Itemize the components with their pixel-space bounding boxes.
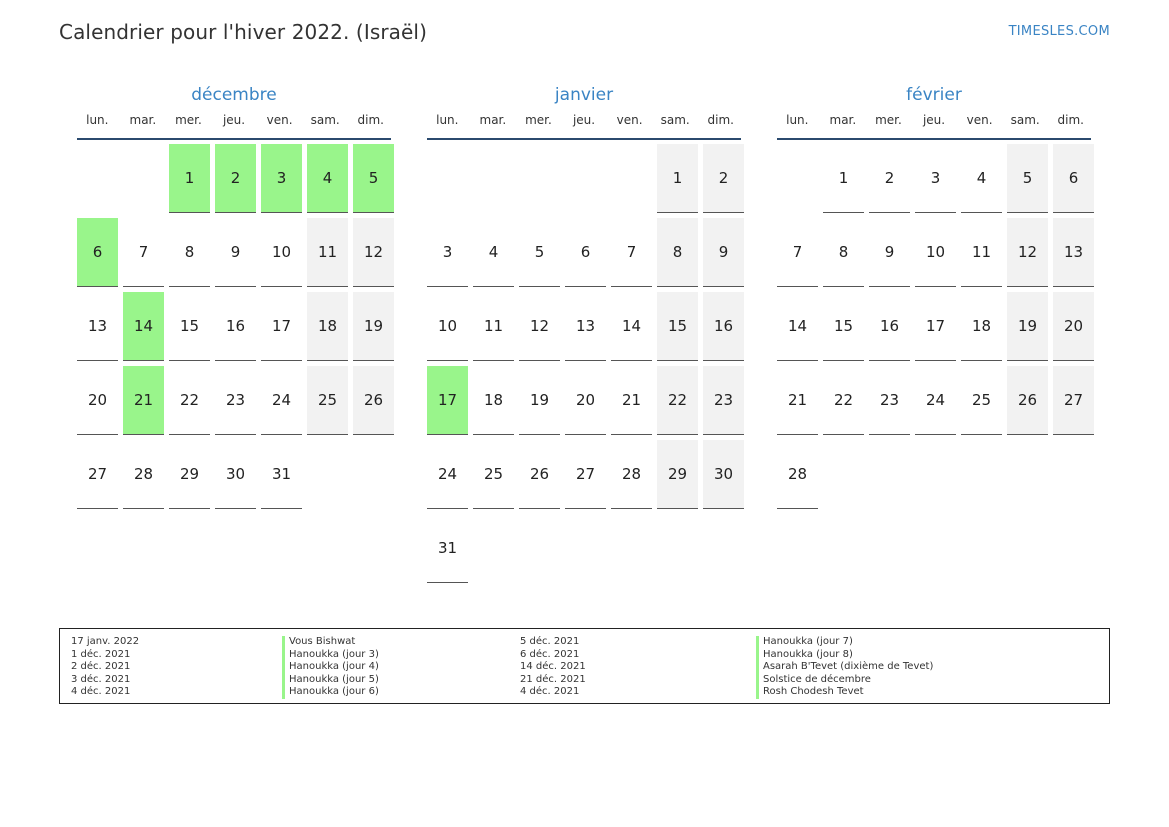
day-cell: 22 xyxy=(823,366,864,435)
legend-date: 21 déc. 2021 xyxy=(520,673,586,685)
empty-day-slot xyxy=(519,144,560,213)
legend-holiday-name: Hanoukka (jour 7) xyxy=(756,636,933,649)
legend-holiday-name: Asarah B'Tevet (dixième de Tevet) xyxy=(756,661,933,674)
day-cell-holiday: 5 xyxy=(353,144,394,213)
holiday-legend xyxy=(59,628,1110,704)
day-cell: 19 xyxy=(1007,292,1048,361)
month-january xyxy=(427,82,741,583)
weekday-label: jeu. xyxy=(572,113,596,127)
day-cell: 11 xyxy=(961,218,1002,287)
day-cell-holiday: 3 xyxy=(261,144,302,213)
legend-date: 2 déc. 2021 xyxy=(71,661,131,672)
day-cell-holiday: 21 xyxy=(123,366,164,435)
day-grid xyxy=(77,144,391,509)
day-cell: 7 xyxy=(611,218,652,287)
day-cell-holiday: 6 xyxy=(77,218,118,287)
empty-day-slot xyxy=(611,144,652,213)
weekday-label: mar. xyxy=(129,113,157,127)
legend-holiday-name: Rosh Chodesh Tevet xyxy=(756,686,933,699)
day-cell: 13 xyxy=(565,292,606,361)
weekday-label: mer. xyxy=(175,113,202,127)
day-cell: 15 xyxy=(169,292,210,361)
day-cell: 20 xyxy=(1053,292,1094,361)
legend-holiday-name: Hanoukka (jour 8) xyxy=(756,649,933,662)
day-cell: 29 xyxy=(657,440,698,509)
day-cell: 22 xyxy=(657,366,698,435)
day-cell: 13 xyxy=(77,292,118,361)
day-cell: 4 xyxy=(473,218,514,287)
weekday-label: ven. xyxy=(266,113,293,127)
day-cell: 15 xyxy=(657,292,698,361)
day-cell: 18 xyxy=(961,292,1002,361)
day-cell: 20 xyxy=(565,366,606,435)
day-cell: 10 xyxy=(427,292,468,361)
day-cell: 6 xyxy=(1053,144,1094,213)
day-cell: 25 xyxy=(473,440,514,509)
weekday-header xyxy=(427,112,741,140)
day-cell: 2 xyxy=(869,144,910,213)
day-cell: 22 xyxy=(169,366,210,435)
day-cell: 18 xyxy=(473,366,514,435)
day-cell: 28 xyxy=(123,440,164,509)
day-cell: 24 xyxy=(915,366,956,435)
day-cell: 30 xyxy=(703,440,744,509)
weekday-label: dim. xyxy=(357,113,384,127)
legend-names-col1 xyxy=(282,636,379,699)
legend-date: 1 déc. 2021 xyxy=(71,648,131,660)
day-cell: 12 xyxy=(1007,218,1048,287)
legend-date: 4 déc. 2021 xyxy=(520,686,580,697)
day-cell-holiday: 14 xyxy=(123,292,164,361)
empty-day-slot xyxy=(77,144,118,213)
day-cell: 14 xyxy=(777,292,818,361)
day-cell: 24 xyxy=(261,366,302,435)
weekday-label: ven. xyxy=(616,113,643,127)
legend-date: 5 déc. 2021 xyxy=(520,636,580,647)
legend-holiday-name: Hanoukka (jour 4) xyxy=(282,661,379,674)
empty-day-slot xyxy=(427,144,468,213)
day-cell: 29 xyxy=(169,440,210,509)
day-cell: 10 xyxy=(915,218,956,287)
month-december xyxy=(77,82,391,509)
day-cell: 12 xyxy=(519,292,560,361)
day-cell: 2 xyxy=(703,144,744,213)
legend-dates-col1 xyxy=(71,636,139,699)
day-cell-holiday: 17 xyxy=(427,366,468,435)
day-cell: 1 xyxy=(823,144,864,213)
legend-date: 4 déc. 2021 xyxy=(71,686,131,697)
weekday-label: sam. xyxy=(660,113,690,127)
weekday-label: mer. xyxy=(525,113,552,127)
day-cell: 21 xyxy=(611,366,652,435)
weekday-label: jeu. xyxy=(222,113,246,127)
day-cell: 7 xyxy=(777,218,818,287)
weekday-label: ven. xyxy=(966,113,993,127)
legend-dates-col2 xyxy=(520,636,586,699)
day-cell: 15 xyxy=(823,292,864,361)
weekday-label: jeu. xyxy=(922,113,946,127)
day-cell: 16 xyxy=(215,292,256,361)
day-cell-holiday: 4 xyxy=(307,144,348,213)
legend-date: 17 janv. 2022 xyxy=(71,636,140,647)
day-cell: 8 xyxy=(657,218,698,287)
day-cell: 30 xyxy=(215,440,256,509)
day-cell: 4 xyxy=(961,144,1002,213)
day-cell-holiday: 2 xyxy=(215,144,256,213)
day-cell: 12 xyxy=(353,218,394,287)
day-cell: 3 xyxy=(915,144,956,213)
day-cell: 25 xyxy=(961,366,1002,435)
day-grid xyxy=(427,144,741,583)
weekday-label: mar. xyxy=(829,113,857,127)
day-cell: 26 xyxy=(519,440,560,509)
day-cell: 20 xyxy=(77,366,118,435)
day-cell: 27 xyxy=(77,440,118,509)
day-cell: 10 xyxy=(261,218,302,287)
day-cell: 16 xyxy=(869,292,910,361)
legend-holiday-name: Vous Bishwat xyxy=(282,636,379,649)
site-link[interactable]: TIMESLES.COM xyxy=(1008,24,1110,39)
day-cell: 14 xyxy=(611,292,652,361)
day-cell: 5 xyxy=(519,218,560,287)
day-cell: 9 xyxy=(215,218,256,287)
day-cell: 31 xyxy=(427,514,468,583)
day-cell: 28 xyxy=(777,440,818,509)
day-cell: 27 xyxy=(565,440,606,509)
legend-date: 6 déc. 2021 xyxy=(520,648,580,660)
day-cell: 26 xyxy=(353,366,394,435)
legend-holiday-name: Hanoukka (jour 5) xyxy=(282,674,379,687)
day-cell: 8 xyxy=(823,218,864,287)
month-february xyxy=(777,82,1091,509)
weekday-header xyxy=(777,112,1091,140)
day-cell: 9 xyxy=(703,218,744,287)
empty-day-slot xyxy=(777,144,818,213)
day-cell: 1 xyxy=(657,144,698,213)
day-cell: 21 xyxy=(777,366,818,435)
day-cell: 11 xyxy=(473,292,514,361)
legend-date: 3 déc. 2021 xyxy=(71,673,131,685)
day-grid xyxy=(777,144,1091,509)
day-cell: 8 xyxy=(169,218,210,287)
day-cell: 13 xyxy=(1053,218,1094,287)
weekday-label: sam. xyxy=(310,113,340,127)
day-cell: 25 xyxy=(307,366,348,435)
weekday-label: lun. xyxy=(86,113,109,127)
day-cell: 16 xyxy=(703,292,744,361)
day-cell: 27 xyxy=(1053,366,1094,435)
day-cell: 17 xyxy=(261,292,302,361)
day-cell: 23 xyxy=(869,366,910,435)
month-name: février xyxy=(906,85,962,105)
day-cell: 7 xyxy=(123,218,164,287)
legend-holiday-name: Hanoukka (jour 6) xyxy=(282,686,379,699)
empty-day-slot xyxy=(123,144,164,213)
day-cell: 6 xyxy=(565,218,606,287)
weekday-label: mar. xyxy=(479,113,507,127)
legend-holiday-name: Hanoukka (jour 3) xyxy=(282,649,379,662)
weekday-label: lun. xyxy=(786,113,809,127)
legend-date: 14 déc. 2021 xyxy=(520,661,586,672)
day-cell: 11 xyxy=(307,218,348,287)
day-cell: 24 xyxy=(427,440,468,509)
day-cell: 19 xyxy=(353,292,394,361)
day-cell: 9 xyxy=(869,218,910,287)
day-cell: 28 xyxy=(611,440,652,509)
weekday-label: mer. xyxy=(875,113,902,127)
weekday-label: sam. xyxy=(1010,113,1040,127)
day-cell: 31 xyxy=(261,440,302,509)
day-cell: 23 xyxy=(703,366,744,435)
day-cell: 17 xyxy=(915,292,956,361)
empty-day-slot xyxy=(565,144,606,213)
legend-names-col2 xyxy=(756,636,933,699)
day-cell: 18 xyxy=(307,292,348,361)
legend-holiday-name: Solstice de décembre xyxy=(756,674,933,687)
month-name: janvier xyxy=(554,85,614,105)
weekday-label: dim. xyxy=(707,113,734,127)
weekday-label: dim. xyxy=(1057,113,1084,127)
day-cell: 19 xyxy=(519,366,560,435)
weekday-header xyxy=(77,112,391,140)
page-title: Calendrier pour l'hiver 2022. (Israël) xyxy=(59,20,427,44)
month-name: décembre xyxy=(191,85,277,105)
day-cell: 26 xyxy=(1007,366,1048,435)
day-cell-holiday: 1 xyxy=(169,144,210,213)
day-cell: 3 xyxy=(427,218,468,287)
empty-day-slot xyxy=(473,144,514,213)
day-cell: 5 xyxy=(1007,144,1048,213)
day-cell: 23 xyxy=(215,366,256,435)
weekday-label: lun. xyxy=(436,113,459,127)
